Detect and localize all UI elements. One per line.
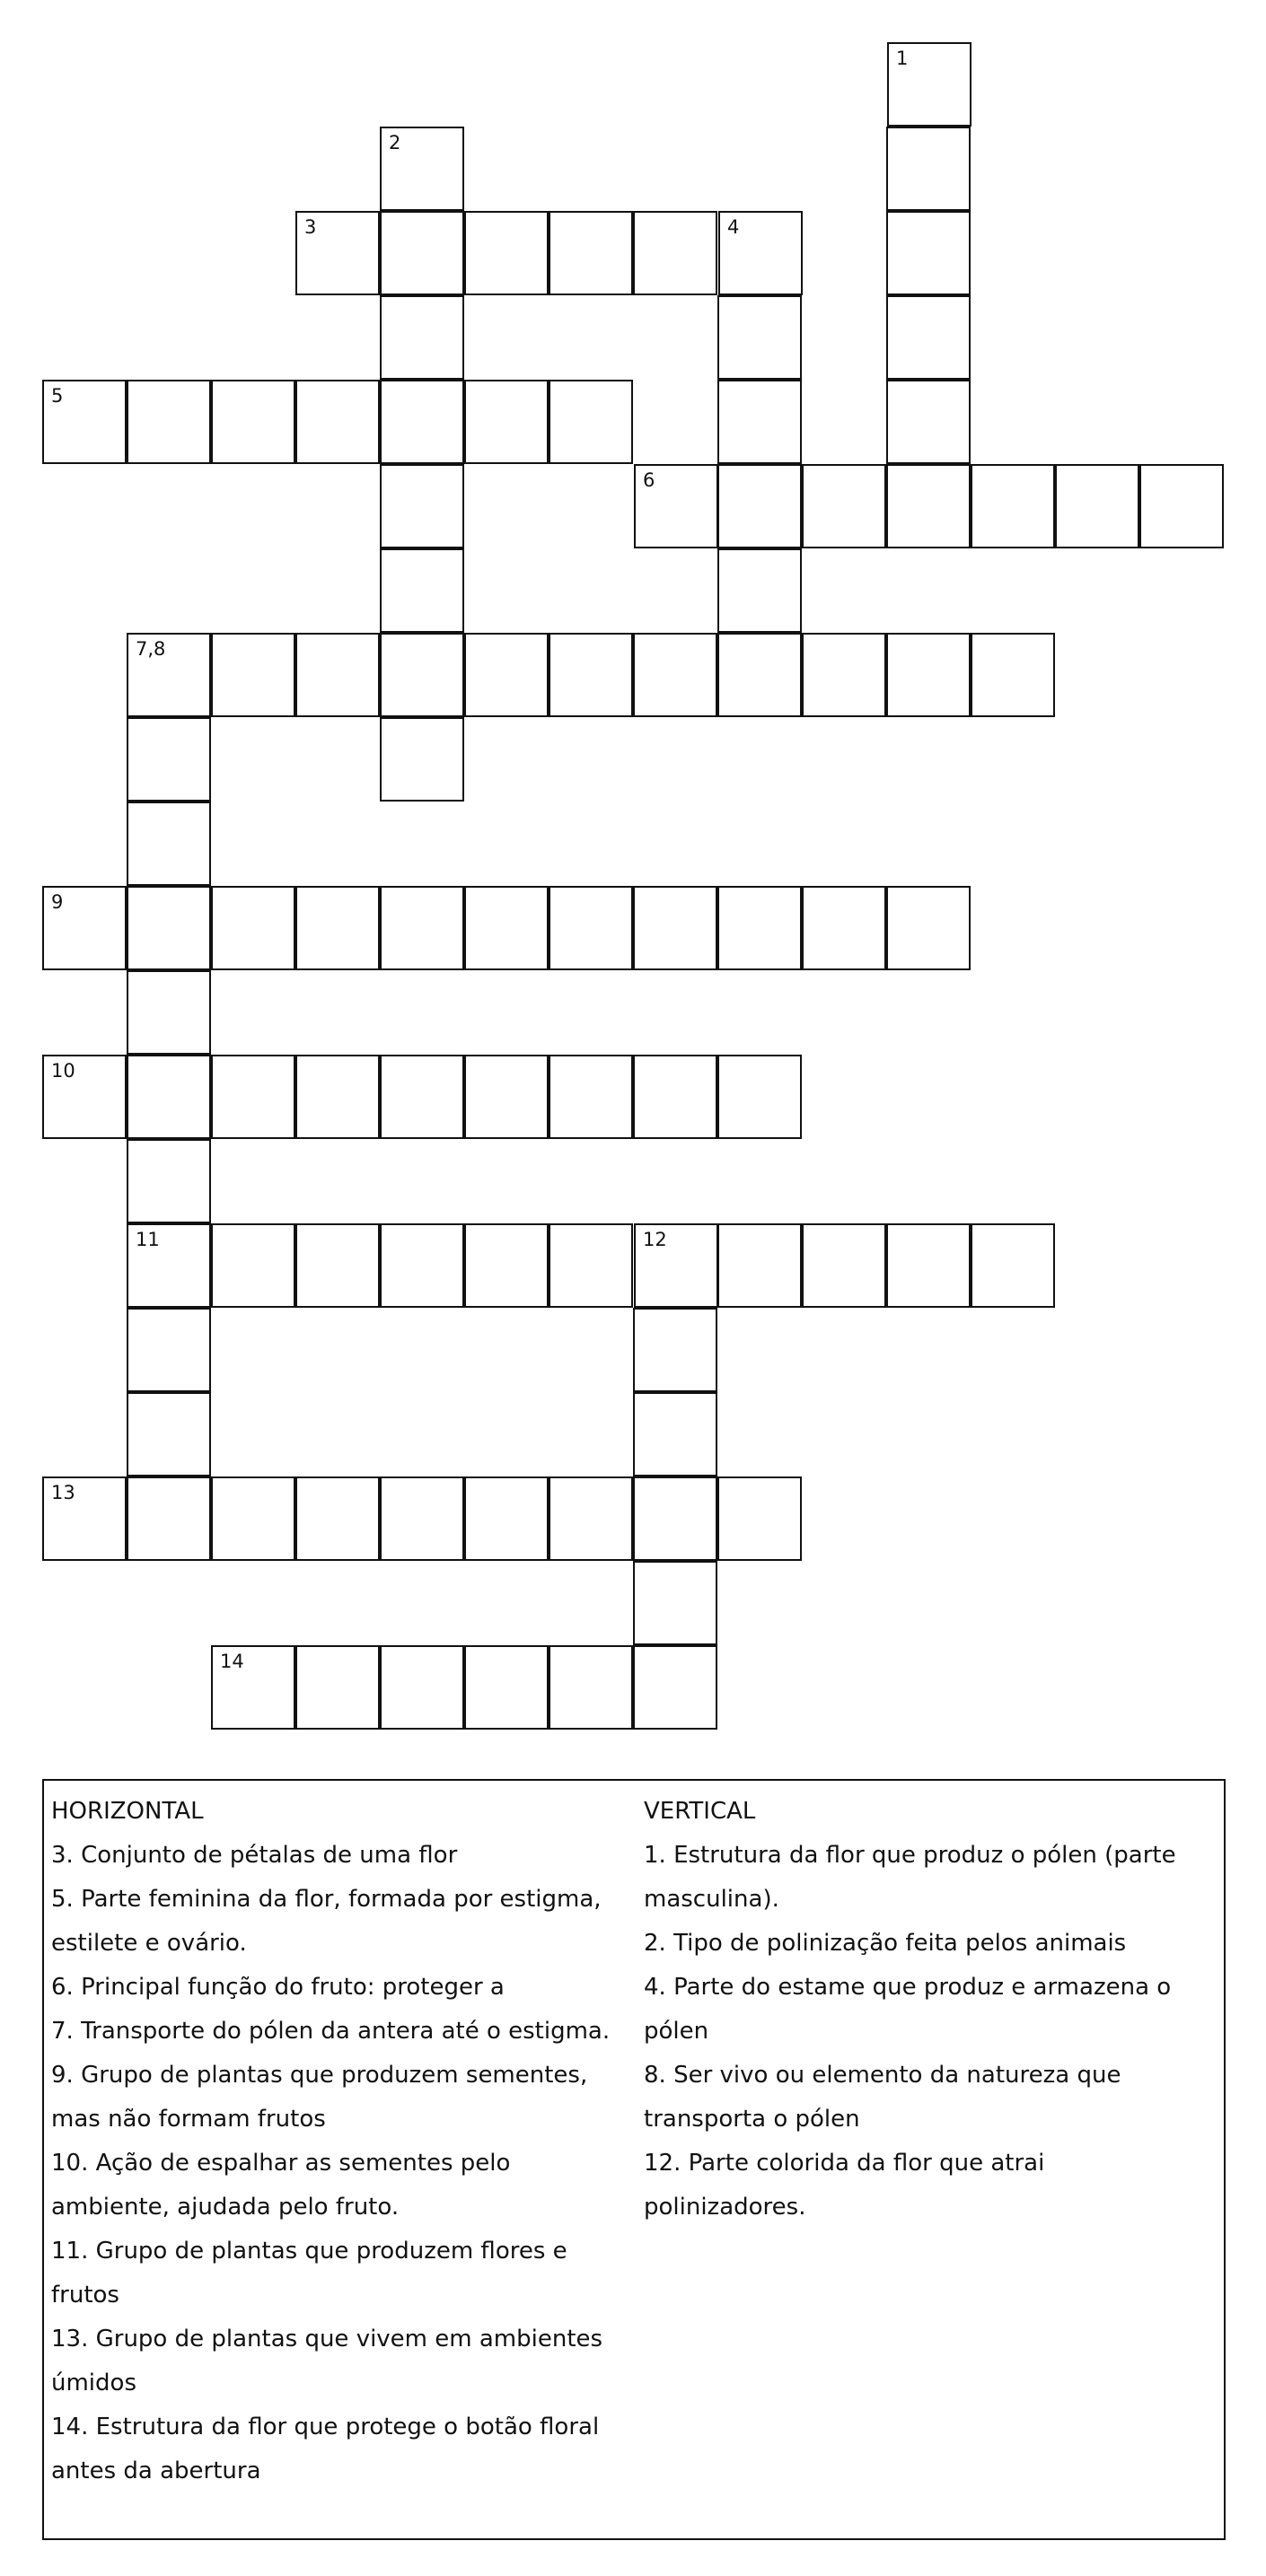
crossword-cell[interactable] — [717, 548, 802, 633]
crossword-cell[interactable] — [549, 380, 633, 464]
crossword-cell[interactable] — [127, 802, 211, 886]
clue-line: 8. Ser vivo ou elemento da natureza que — [644, 2062, 1121, 2089]
vertical-title: VERTICAL — [644, 1798, 756, 1825]
cell-7-8[interactable] — [127, 633, 211, 717]
crossword-cell[interactable] — [886, 1223, 971, 1308]
crossword-cell[interactable] — [211, 1055, 295, 1139]
crossword-cell[interactable] — [717, 1476, 802, 1561]
crossword-cell[interactable] — [464, 1645, 549, 1730]
crossword-cell[interactable] — [802, 633, 886, 717]
crossword-cell[interactable] — [211, 1223, 295, 1308]
clue-line: frutos — [51, 2282, 119, 2309]
clue-line: masculina). — [644, 1886, 779, 1913]
clue-number: 12 — [643, 1229, 667, 1250]
crossword-cell[interactable] — [633, 1645, 717, 1730]
crossword-cell[interactable] — [633, 633, 717, 717]
crossword-cell[interactable] — [633, 1055, 717, 1139]
crossword-cell[interactable] — [295, 1476, 380, 1561]
clue-line: úmidos — [51, 2370, 136, 2396]
crossword-cell[interactable] — [886, 295, 971, 380]
crossword-cell[interactable] — [633, 886, 717, 970]
clue-line: 10. Ação de espalhar as sementes pelo — [51, 2150, 511, 2177]
clue-line: 1. Estrutura da flor que produz o pólen (parte — [644, 1842, 1176, 1869]
clue-number: 2 — [389, 132, 401, 153]
crossword-cell[interactable] — [717, 1223, 802, 1308]
clue-number: 10 — [51, 1060, 75, 1082]
crossword-cell[interactable] — [295, 380, 380, 464]
crossword-cell[interactable] — [633, 211, 717, 295]
crossword-cell[interactable] — [633, 1392, 717, 1476]
crossword-cell[interactable] — [380, 717, 464, 802]
clue-number: 13 — [51, 1482, 75, 1503]
crossword-cell[interactable] — [464, 886, 549, 970]
crossword-cell[interactable] — [886, 211, 971, 295]
crossword-cell[interactable] — [549, 633, 633, 717]
crossword-cell[interactable] — [380, 633, 464, 717]
cell-13[interactable] — [42, 1476, 127, 1561]
cell-5[interactable] — [42, 380, 127, 464]
crossword-cell[interactable] — [549, 1645, 633, 1730]
crossword-cell[interactable] — [802, 886, 886, 970]
crossword-cell[interactable] — [633, 1561, 717, 1645]
crossword-cell[interactable] — [886, 380, 971, 464]
clue-line: 11. Grupo de plantas que produzem flores e — [51, 2238, 567, 2265]
crossword-cell[interactable] — [1055, 464, 1139, 548]
crossword-cell[interactable] — [549, 1476, 633, 1561]
clue-line: 2. Tipo de polinização feita pelos animais — [644, 1930, 1127, 1957]
crossword-cell[interactable] — [717, 633, 802, 717]
crossword-cell[interactable] — [464, 633, 549, 717]
clue-number: 9 — [51, 891, 64, 913]
clue-line: estilete e ovário. — [51, 1930, 247, 1957]
crossword-cell[interactable] — [549, 211, 633, 295]
crossword-cell[interactable] — [549, 1055, 633, 1139]
crossword-cell[interactable] — [971, 633, 1055, 717]
cell-11[interactable] — [127, 1223, 211, 1308]
crossword-cell[interactable] — [971, 464, 1055, 548]
crossword-cell[interactable] — [211, 886, 295, 970]
clues-box — [42, 1779, 1226, 2540]
crossword-cell[interactable] — [127, 1308, 211, 1392]
clue-line: 13. Grupo de plantas que vivem em ambientes — [51, 2326, 603, 2353]
clue-line: pólen — [644, 2018, 709, 2045]
clue-line: transporta o pólen — [644, 2106, 860, 2133]
cell-3[interactable] — [295, 211, 380, 295]
crossword-cell[interactable] — [380, 211, 464, 295]
clue-line: antes da abertura — [51, 2458, 261, 2484]
crossword-cell[interactable] — [633, 1308, 717, 1392]
crossword-cell[interactable] — [380, 295, 464, 380]
crossword-cell[interactable] — [549, 886, 633, 970]
crossword-cell[interactable] — [380, 1476, 464, 1561]
crossword-cell[interactable] — [380, 380, 464, 464]
crossword-cell[interactable] — [380, 1223, 464, 1308]
crossword-cell[interactable] — [127, 1392, 211, 1476]
clue-line: ambiente, ajudada pelo fruto. — [51, 2194, 400, 2221]
crossword-cell[interactable] — [717, 380, 802, 464]
crossword-cell[interactable] — [717, 1055, 802, 1139]
crossword-cell[interactable] — [1139, 464, 1224, 548]
crossword-cell[interactable] — [380, 548, 464, 633]
crossword-cell[interactable] — [295, 1645, 380, 1730]
cell-6[interactable] — [634, 464, 718, 548]
clue-line: polinizadores. — [644, 2194, 806, 2221]
clue-number: 5 — [51, 385, 64, 407]
crossword-cell[interactable] — [127, 380, 211, 464]
clue-line: 7. Transporte do pólen da antera até o estigma. — [51, 2018, 611, 2045]
crossword-cell[interactable] — [127, 1055, 211, 1139]
crossword-cell[interactable] — [971, 1223, 1055, 1308]
clue-line: 14. Estrutura da flor que protege o botão floral — [51, 2414, 600, 2440]
cell-4[interactable] — [718, 211, 803, 295]
cell-1[interactable] — [887, 42, 971, 127]
clue-number: 1 — [896, 48, 909, 69]
crossword-cell[interactable] — [886, 886, 971, 970]
clue-number: 3 — [304, 216, 317, 238]
clue-line: 4. Parte do estame que produz e armazena o — [644, 1974, 1172, 2001]
clue-number: 14 — [220, 1651, 244, 1672]
crossword-cell[interactable] — [295, 1055, 380, 1139]
crossword-cell[interactable] — [127, 1139, 211, 1223]
clue-line: 6. Principal função do fruto: proteger a — [51, 1974, 505, 2001]
clue-number: 7,8 — [136, 638, 166, 660]
clue-line: 12. Parte colorida da flor que atrai — [644, 2150, 1045, 2177]
clue-line: mas não formam frutos — [51, 2106, 326, 2133]
crossword-cell[interactable] — [380, 886, 464, 970]
clue-number: 11 — [136, 1229, 160, 1250]
vertical-clues — [644, 1790, 1218, 2230]
crossword-cell[interactable] — [380, 1055, 464, 1139]
crossword-cell[interactable] — [886, 464, 971, 548]
crossword-cell[interactable] — [549, 1223, 633, 1308]
cell-9[interactable] — [42, 886, 127, 970]
crossword-cell[interactable] — [211, 633, 295, 717]
cell-12[interactable] — [634, 1223, 718, 1308]
crossword-cell[interactable] — [211, 380, 295, 464]
crossword-cell[interactable] — [295, 633, 380, 717]
crossword-cell[interactable] — [464, 211, 549, 295]
crossword-cell[interactable] — [886, 633, 971, 717]
clue-number: 6 — [643, 469, 655, 491]
clue-number: 4 — [727, 216, 740, 238]
crossword-cell[interactable] — [127, 1476, 211, 1561]
crossword-cell[interactable] — [127, 717, 211, 802]
horizontal-clues — [51, 1790, 635, 2493]
crossword-cell[interactable] — [295, 886, 380, 970]
crossword-cell[interactable] — [802, 464, 886, 548]
crossword-cell[interactable] — [886, 127, 971, 211]
clue-line: 9. Grupo de plantas que produzem sementes, — [51, 2062, 588, 2089]
crossword-cell[interactable] — [127, 886, 211, 970]
crossword-cell[interactable] — [464, 1055, 549, 1139]
crossword-cell[interactable] — [211, 1476, 295, 1561]
crossword-cell[interactable] — [380, 1645, 464, 1730]
crossword-cell[interactable] — [633, 1476, 717, 1561]
crossword-cell[interactable] — [464, 1223, 549, 1308]
crossword-cell[interactable] — [127, 970, 211, 1055]
crossword-cell[interactable] — [464, 1476, 549, 1561]
clue-line: 5. Parte feminina da flor, formada por estigma, — [51, 1886, 602, 1913]
crossword-cell[interactable] — [802, 1223, 886, 1308]
cell-14[interactable] — [211, 1645, 295, 1730]
horizontal-title: HORIZONTAL — [51, 1798, 204, 1825]
crossword-cell[interactable] — [717, 295, 802, 380]
crossword-cell[interactable] — [717, 886, 802, 970]
cell-10[interactable] — [42, 1055, 127, 1139]
clue-line: 3. Conjunto de pétalas de uma flor — [51, 1842, 458, 1869]
cell-2[interactable] — [380, 127, 464, 211]
crossword-cell[interactable] — [380, 464, 464, 548]
crossword-cell[interactable] — [717, 464, 802, 548]
crossword-cell[interactable] — [295, 1223, 380, 1308]
crossword-cell[interactable] — [464, 380, 549, 464]
